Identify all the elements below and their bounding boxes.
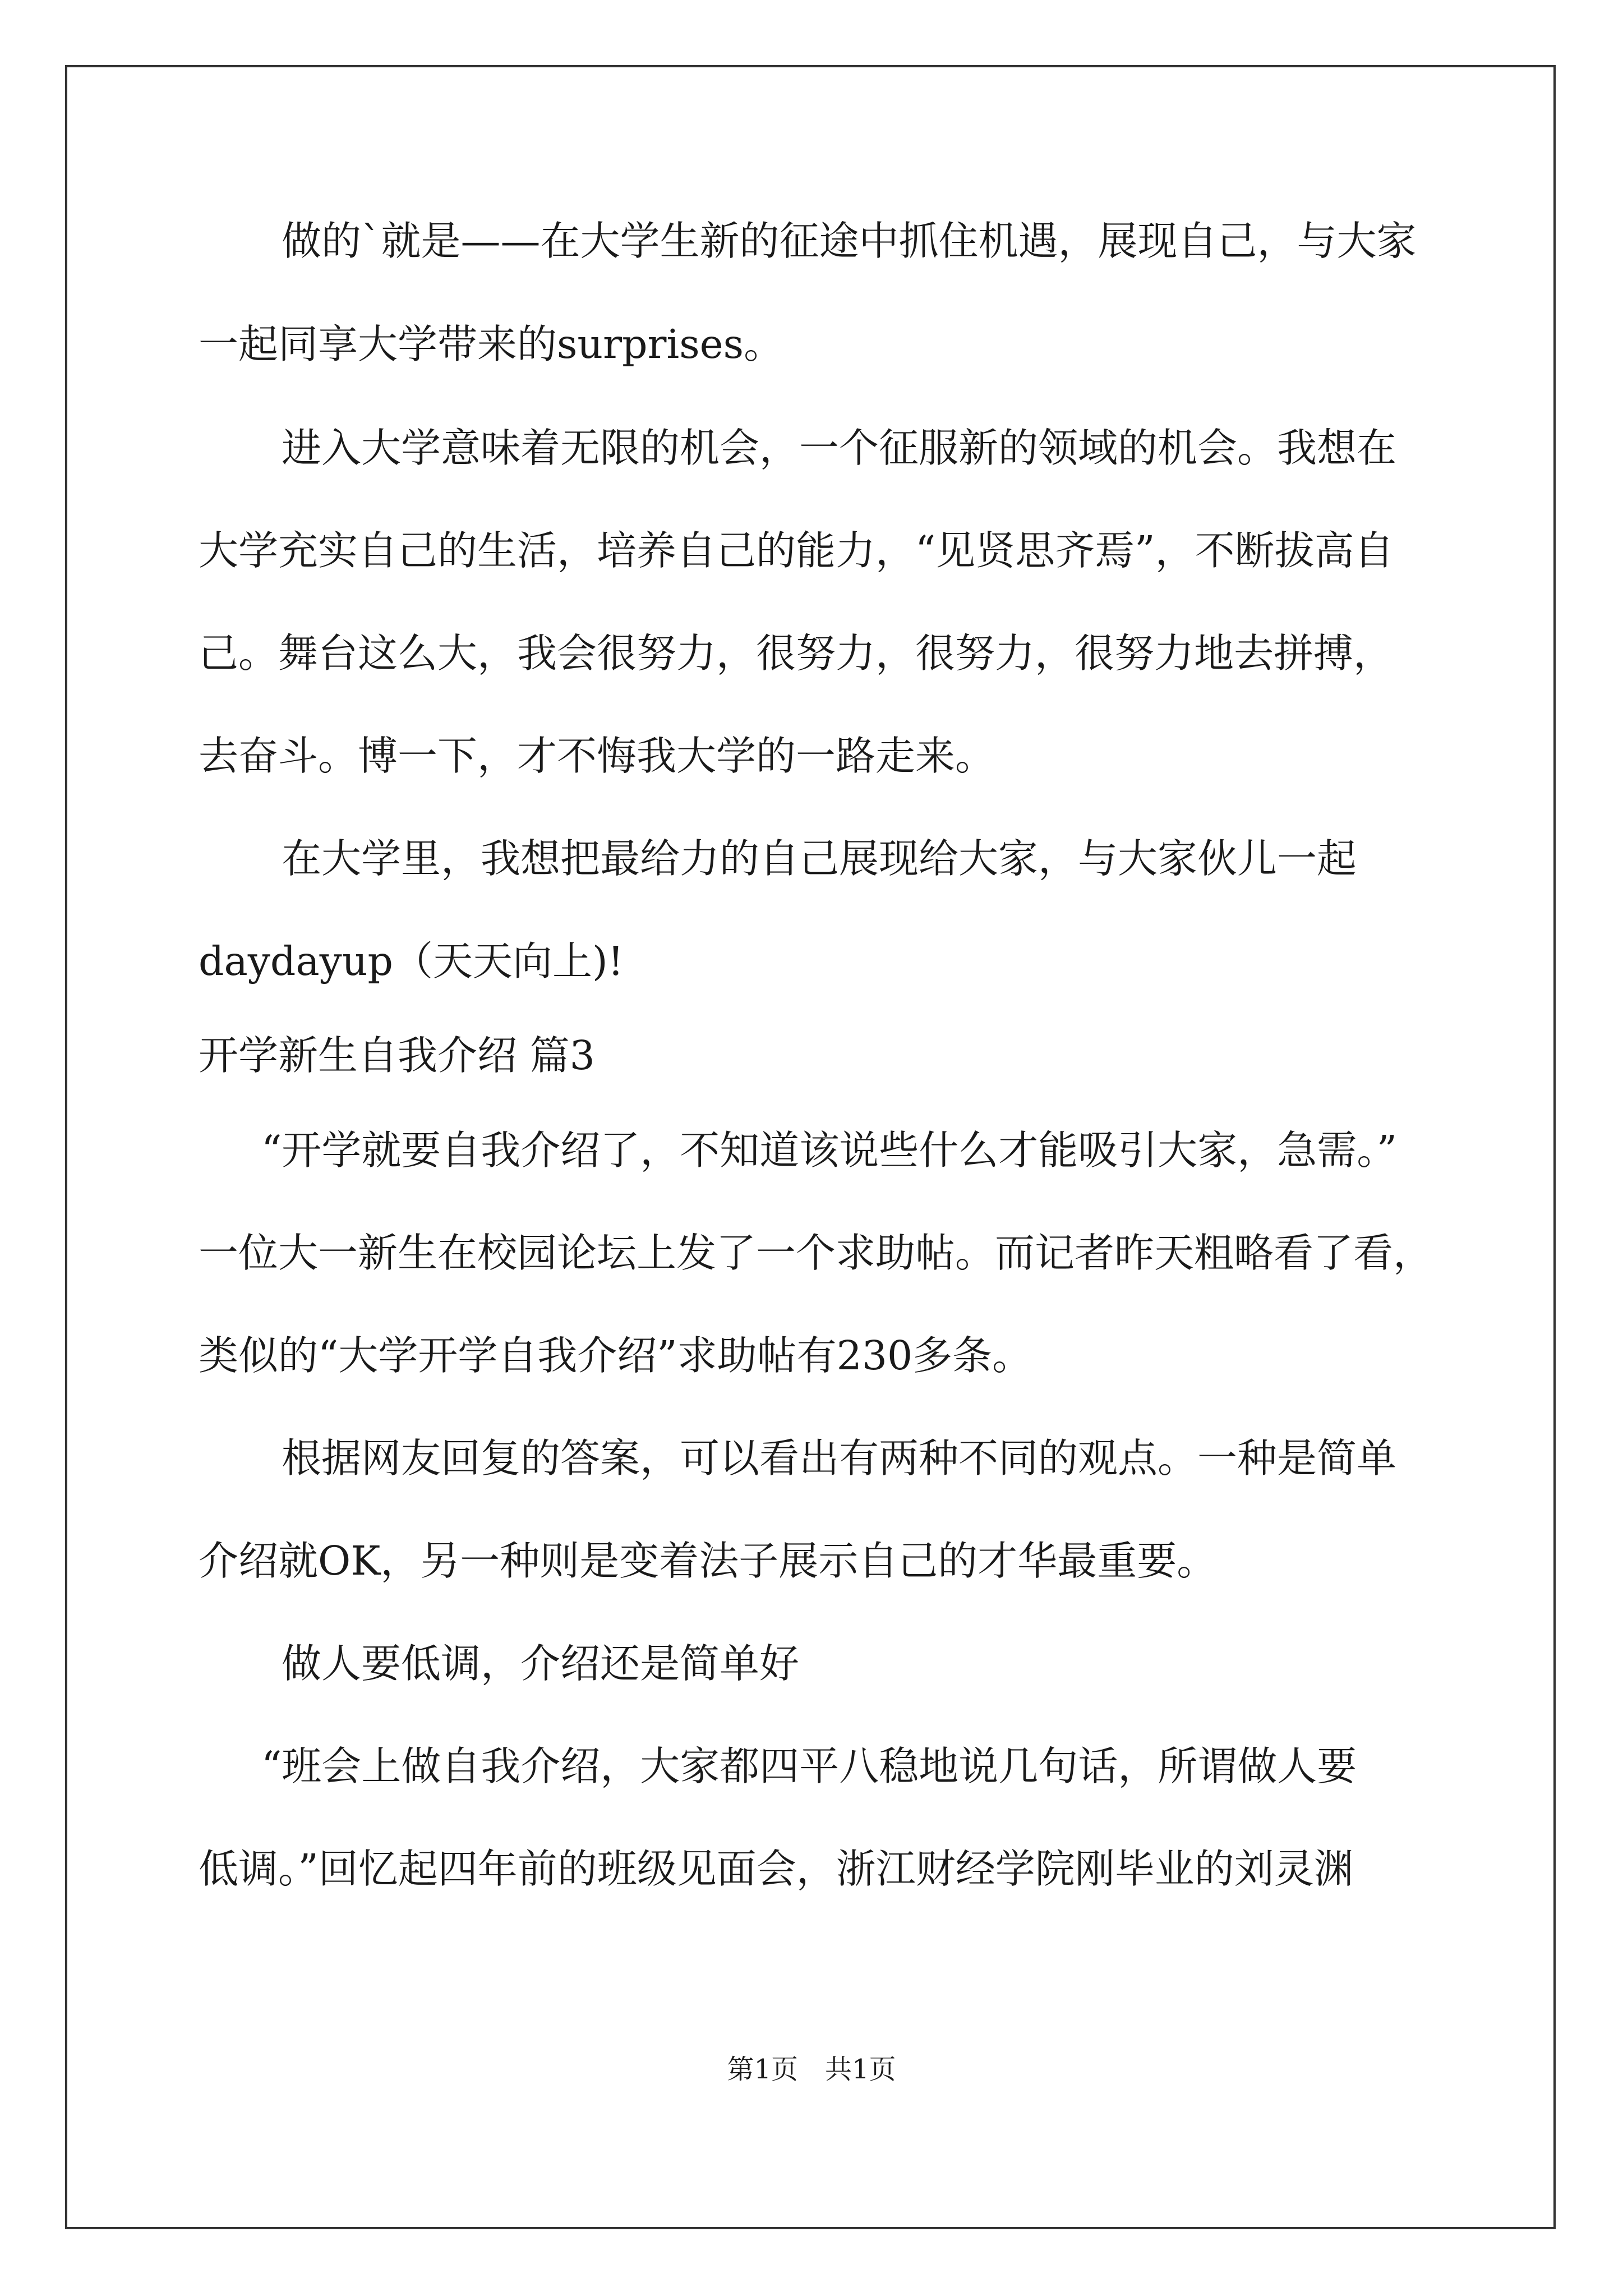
text-line: 一位大一新生在校园论坛上发了一个求助帖。而记者昨天粗略看了看，: [199, 1230, 1433, 1276]
text-line: daydayup（天天向上)!: [199, 938, 624, 984]
text-line: 己。舞台这么大，我会很努力，很努力，很努力，很努力地去拼搏，: [199, 630, 1394, 677]
text-line: 进入大学意味着无限的机会，一个征服新的领域的机会。我想在: [282, 425, 1397, 471]
page-number: 第1页 共1页: [727, 2054, 896, 2085]
text-line: 做的`就是——在大学生新的征途中抓住机遇，展现自己，与大家: [282, 218, 1417, 264]
subheading: 做人要低调，介绍还是简单好: [282, 1640, 800, 1687]
text-line: 去奋斗。博一下，才不悔我大学的一路走来。: [199, 733, 995, 779]
text-line: 根据网友回复的答案，可以看出有两种不同的观点。一种是简单: [282, 1435, 1397, 1481]
section-heading: 开学新生自我介绍 篇3: [199, 1032, 595, 1079]
text-line: 介绍就OK，另一种则是变着法子展示自己的才华最重要。: [199, 1538, 1217, 1584]
text-line: 大学充实自己的生活，培养自己的能力，“见贤思齐焉”，不断拔高自: [199, 527, 1394, 574]
text-line: 类似的“大学开学自我介绍”求助帖有230多条。: [199, 1332, 1032, 1379]
text-line: “班会上做自我介绍，大家都四平八稳地说几句话，所谓做人要: [261, 1743, 1357, 1789]
text-line: 一起同享大学带来的surprises。: [199, 321, 784, 367]
text-line: 在大学里，我想把最给力的自己展现给大家，与大家伙儿一起: [282, 835, 1357, 882]
text-line: 低调。”回忆起四年前的班级见面会，浙江财经学院刚毕业的刘灵渊: [199, 1846, 1354, 1892]
text-line: “开学就要自我介绍了，不知道该说些什么才能吸引大家，急需。”: [261, 1127, 1398, 1174]
